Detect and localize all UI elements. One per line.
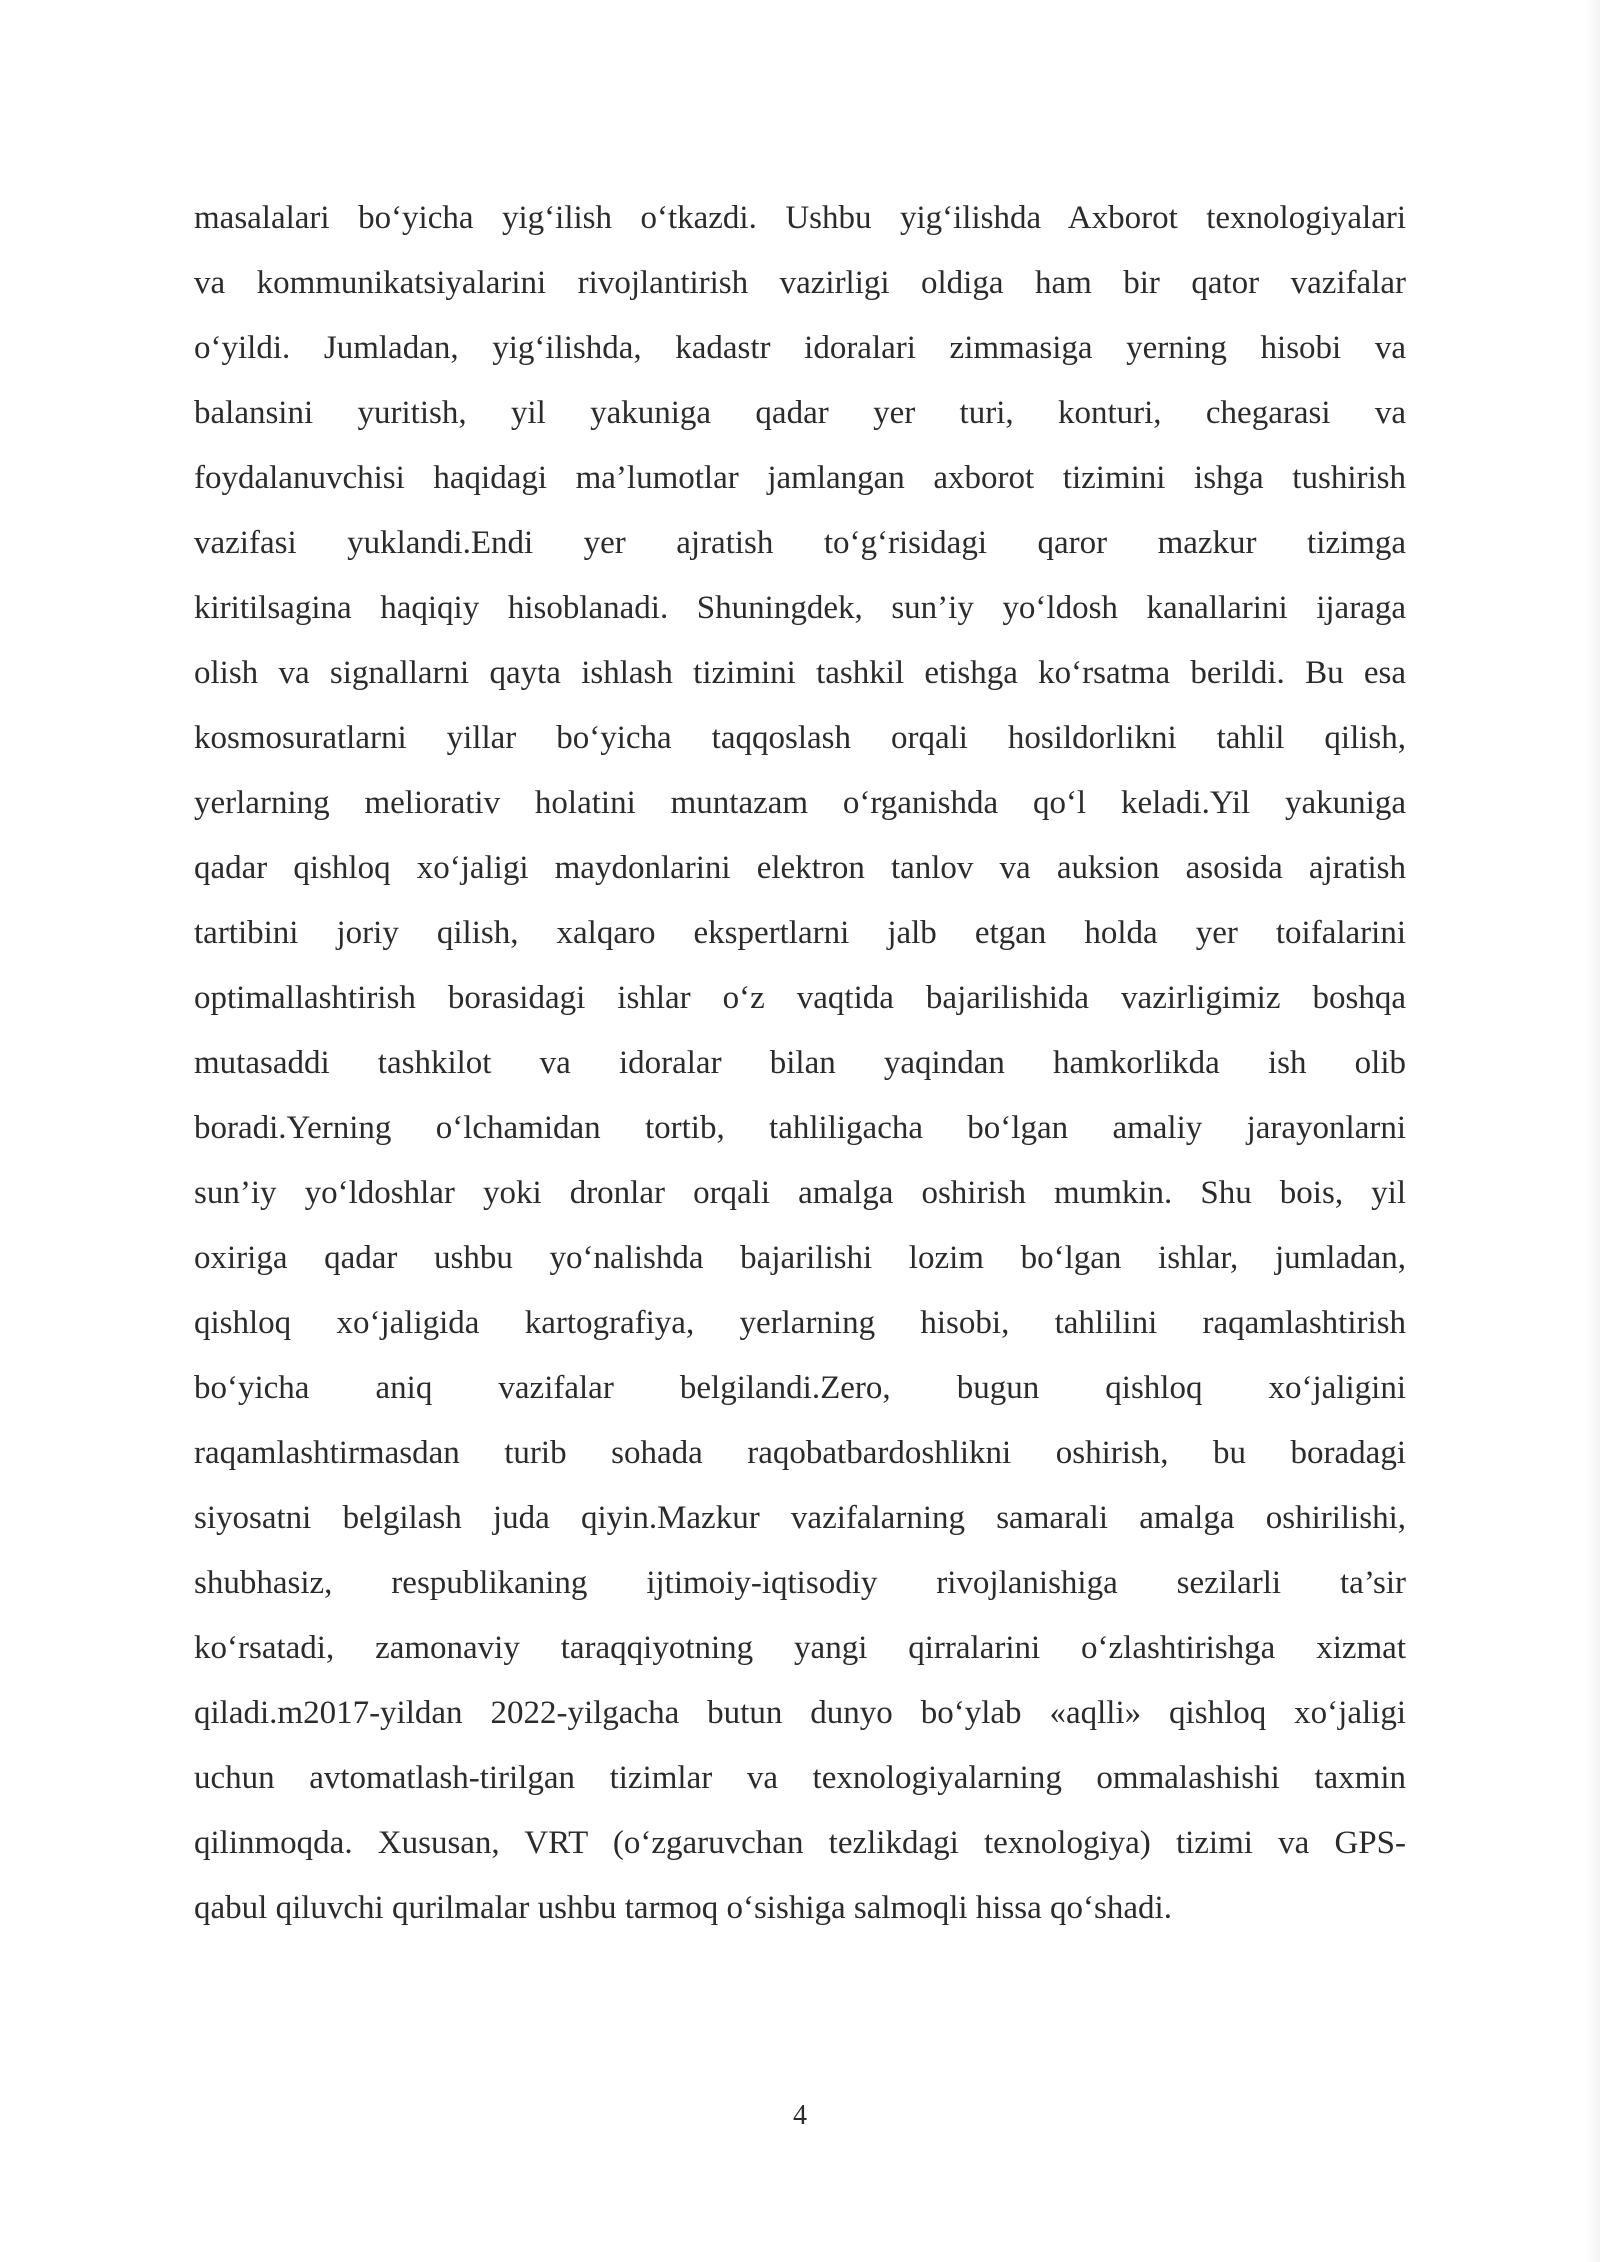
text-line: qabul qiluvchi qurilmalar ushbu tarmoq o‘sishiga salmoqli hissa qo‘shadi. — [194, 1890, 1172, 1926]
text-line: kosmosuratlarni yillar bo‘yicha taqqoslash orqali hosildorlikni tahlil qilish, — [194, 720, 1406, 756]
text-line: balansini yuritish, yil yakuniga qadar yer turi, konturi, chegarasi va — [194, 395, 1406, 431]
text-line: ko‘rsatadi, zamonaviy taraqqiyotning yangi qirralarini o‘zlashtirishga xizmat — [194, 1630, 1406, 1666]
text-line: optimallashtirish borasidagi ishlar o‘z vaqtida bajarilishida vazirligimiz boshqa — [194, 980, 1406, 1016]
text-line: shubhasiz, respublikaning ijtimoiy-iqtisodiy rivojlanishiga sezilarli ta’sir — [194, 1565, 1406, 1601]
text-line: mutasaddi tashkilot va idoralar bilan yaqindan hamkorlikda ish olib — [194, 1045, 1406, 1081]
text-line: qiladi.m2017-yildan 2022-yilgacha butun dunyo bo‘ylab «aqlli» qishloq xo‘jaligi — [194, 1695, 1406, 1731]
text-line: qishloq xo‘jaligida kartografiya, yerlarning hisobi, tahlilini raqamlashtirish — [194, 1305, 1406, 1341]
text-line: va kommunikatsiyalarini rivojlantirish vazirligi oldiga ham bir qator vazifalar — [194, 265, 1406, 301]
text-line: bo‘yicha aniq vazifalar belgilandi.Zero, bugun qishloq xo‘jaligini — [194, 1370, 1406, 1406]
page-number: 4 — [793, 2100, 807, 2131]
text-line: boradi.Yerning o‘lchamidan tortib, tahliligacha bo‘lgan amaliy jarayonlarni — [194, 1110, 1406, 1146]
text-line: vazifasi yuklandi.Endi yer ajratish to‘g‘risidagi qaror mazkur tizimga — [194, 525, 1406, 561]
text-line: raqamlashtirmasdan turib sohada raqobatbardoshlikni oshirish, bu boradagi — [194, 1435, 1406, 1471]
text-line: foydalanuvchisi haqidagi ma’lumotlar jamlangan axborot tizimini ishga tushirish — [194, 460, 1406, 496]
text-line: uchun avtomatlash-tirilgan tizimlar va texnologiyalarning ommalashishi taxmin — [194, 1760, 1406, 1796]
text-line: yerlarning meliorativ holatini muntazam o‘rganishda qo‘l keladi.Yil yakuniga — [194, 785, 1406, 821]
text-line: kiritilsagina haqiqiy hisoblanadi. Shuningdek, sun’iy yo‘ldosh kanallarini ijaraga — [194, 590, 1406, 626]
text-line: qadar qishloq xo‘jaligi maydonlarini elektron tanlov va auksion asosida ajratish — [194, 850, 1406, 886]
text-line: o‘yildi. Jumladan, yig‘ilishda, kadastr idoralari zimmasiga yerning hisobi va — [194, 330, 1406, 366]
text-line: tartibini joriy qilish, xalqaro ekspertlarni jalb etgan holda yer toifalarini — [194, 915, 1406, 951]
text-line: sun’iy yo‘ldoshlar yoki dronlar orqali amalga oshirish mumkin. Shu bois, yil — [194, 1175, 1406, 1211]
page-edge-shadow — [1586, 0, 1600, 2262]
text-line: olish va signallarni qayta ishlash tizimini tashkil etishga ko‘rsatma berildi. Bu esa — [194, 655, 1406, 691]
body-text — [194, 186, 1406, 1941]
text-line: oxiriga qadar ushbu yo‘nalishda bajarilishi lozim bo‘lgan ishlar, jumladan, — [194, 1240, 1406, 1276]
text-line: qilinmoqda. Xususan, VRT (o‘zgaruvchan tezlikdagi texnologiya) tizimi va GPS- — [194, 1825, 1406, 1861]
text-line: siyosatni belgilash juda qiyin.Mazkur vazifalarning samarali amalga oshirilishi, — [194, 1500, 1406, 1536]
text-line: masalalari bo‘yicha yig‘ilish o‘tkazdi. Ushbu yig‘ilishda Axborot texnologiyalari — [194, 200, 1406, 236]
